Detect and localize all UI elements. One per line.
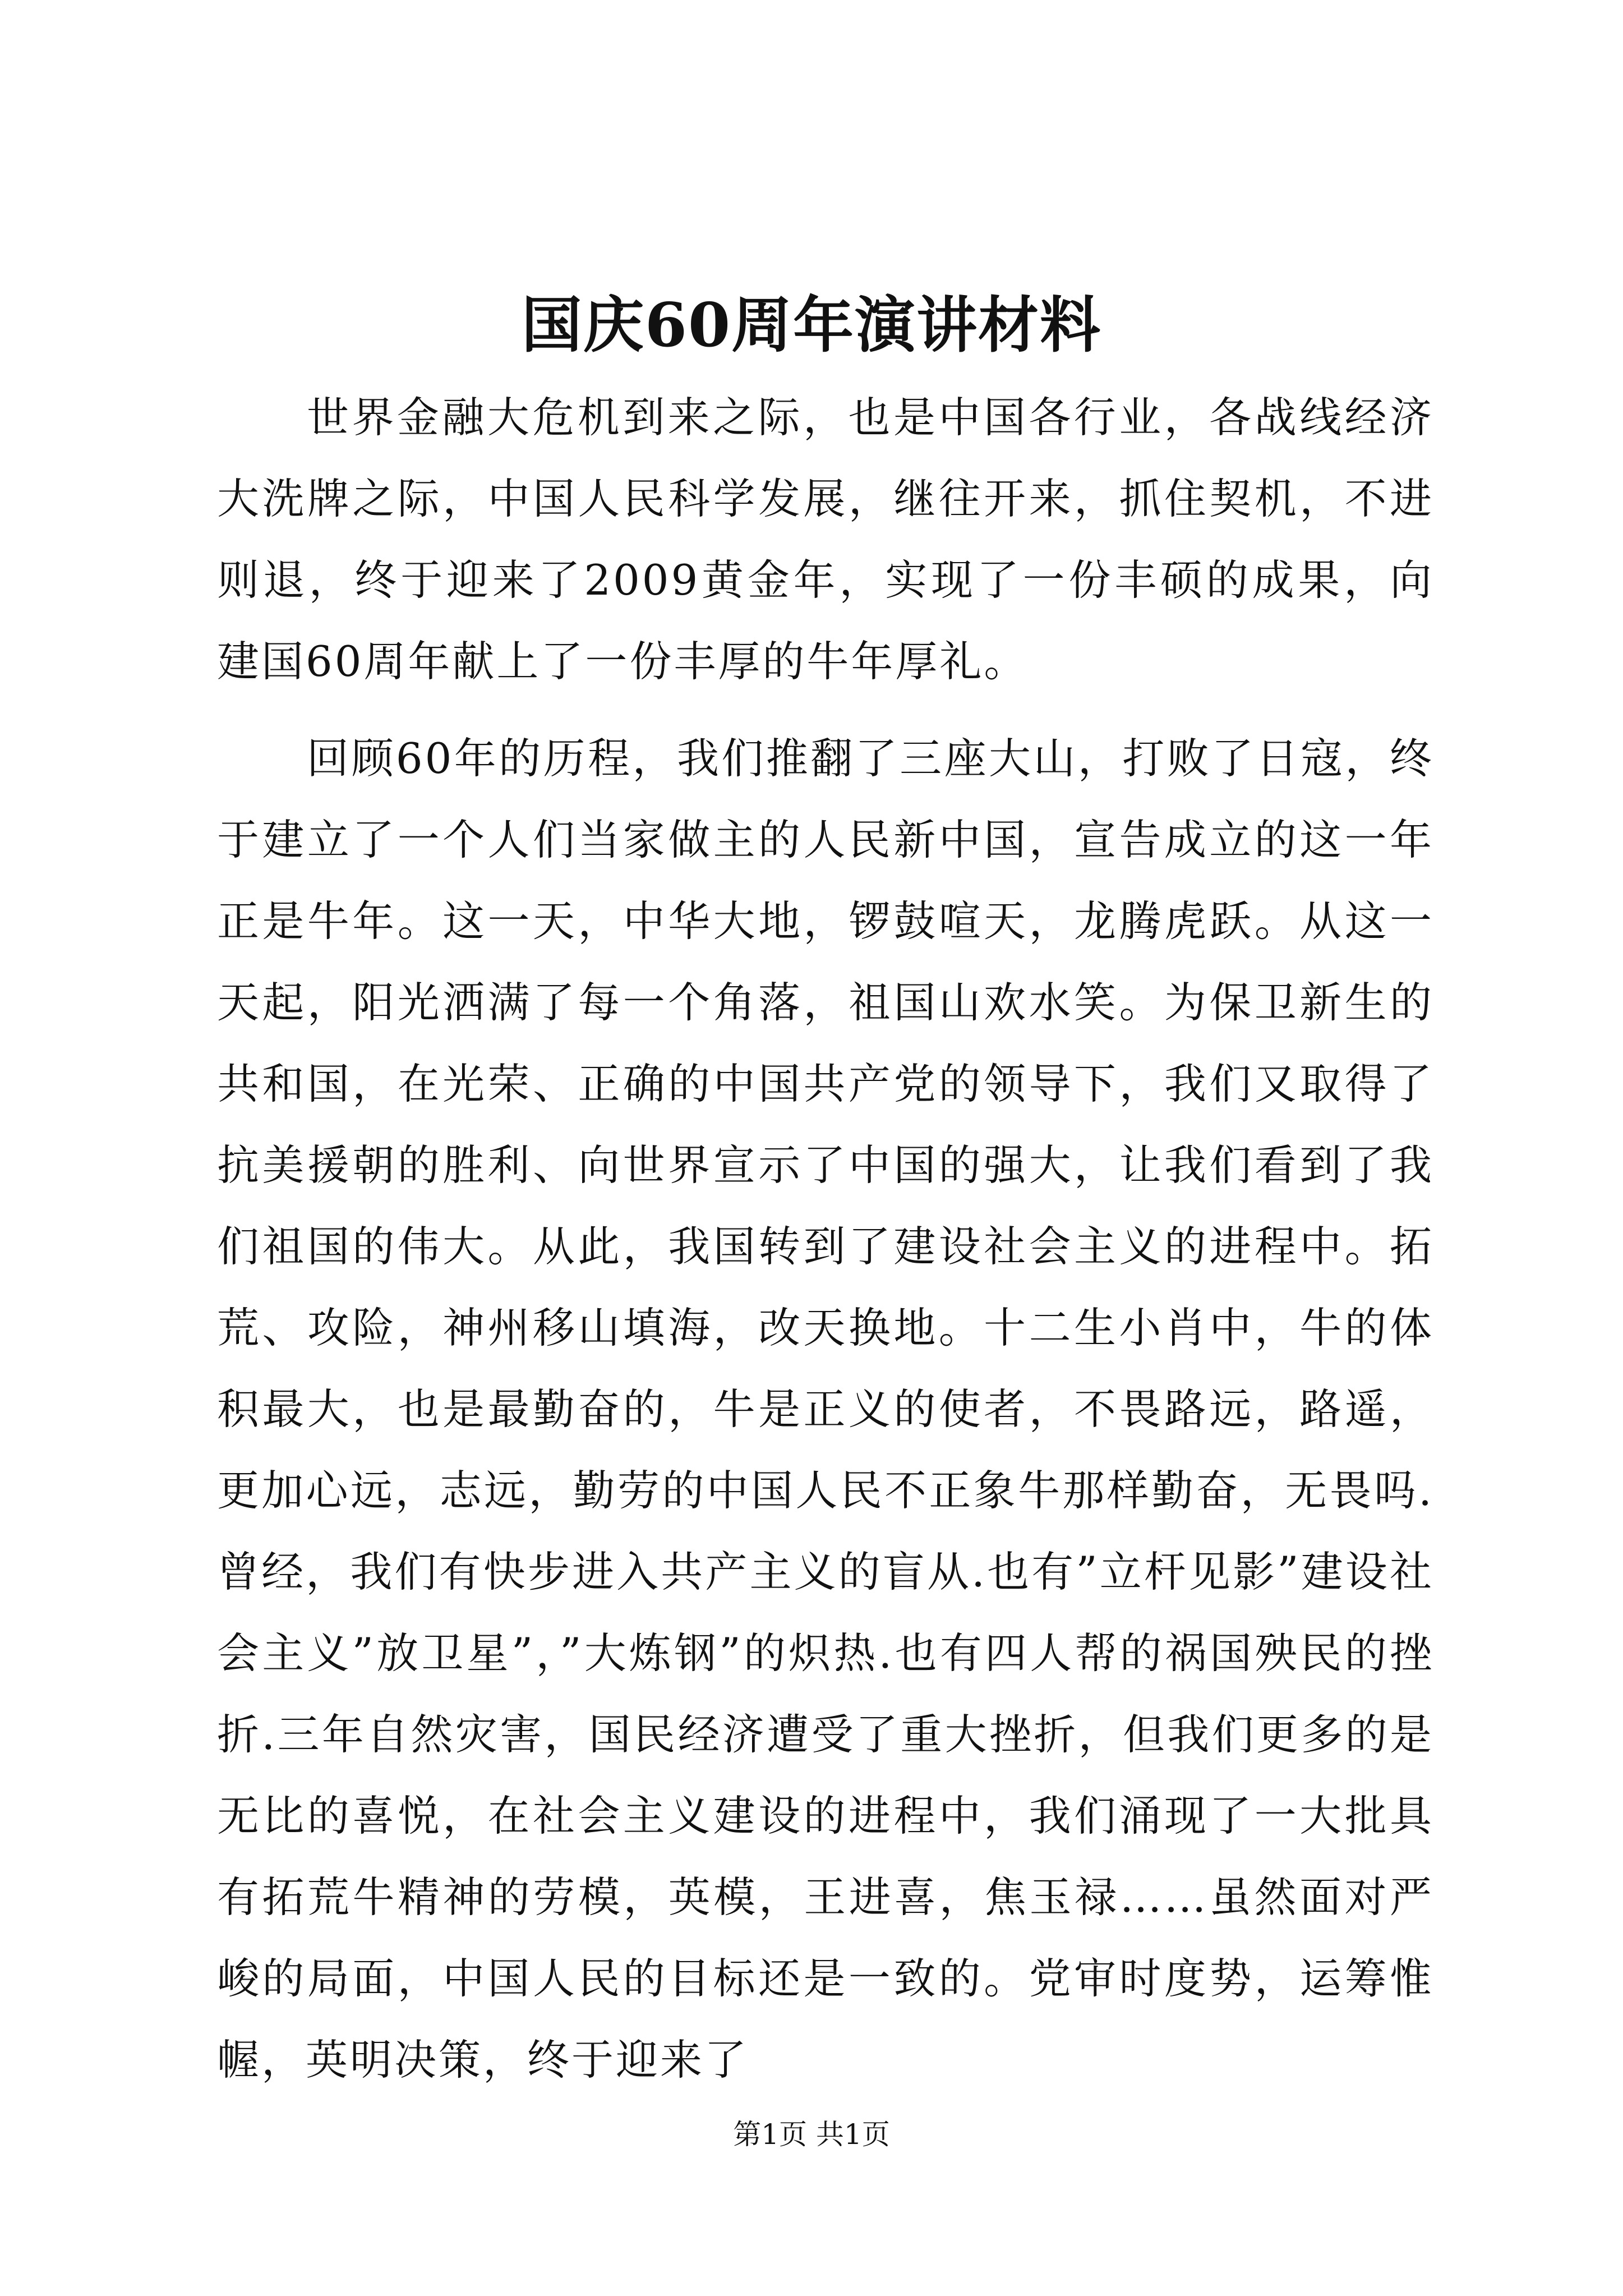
- paragraph-2: 回顾60年的历程，我们推翻了三座大山，打败了日寇，终于建立了一个人们当家做主的人民新中国，宣告成立的这一年正是牛年。这一天，中华大地，锣鼓喧天，龙腾虎跃。从这一天起，阳光洒满了每一个角落，祖国山欢水笑。为保卫新生的共和国，在光荣、正确的中国共产党的领导下，我们又取得了抗美援朝的胜利、向世界宣示了中国的强大，让我们看到了我们祖国的伟大。从此，我国转到了建设社会主义的进程中。拓荒、攻险，神州移山填海，改天换地。十二生小肖中，牛的体积最大，也是最勤奋的，牛是正义的使者，不畏路远，路遥，更加心远，志远，勤劳的中国人民不正象牛那样勤奋，无畏吗.曾经，我们有快步进入共产主义的盲从.也有”立杆见影”建设社会主义”放卫星”，”大炼钢”的炽热.也有四人帮的祸国殃民的挫折.三年自然灾害，国民经济遭受了重大挫折，但我们更多的是无比的喜悦，在社会主义建设的进程中，我们涌现了一大批具有拓荒牛精神的劳模，英模，王进喜，焦玉禄……虽然面对严峻的局面，中国人民的目标还是一致的。党审时度势，运筹惟幄，英明决策，终于迎来了: [217, 734, 1434, 2085]
- document-body: [217, 377, 1434, 2116]
- page-footer: 第1页 共1页: [733, 2118, 890, 2151]
- document-title: 国庆60周年演讲材料: [521, 290, 1102, 361]
- paragraph-1: 世界金融大危机到来之际，也是中国各行业，各战线经济大洗牌之际，中国人民科学发展，继往开来，抓住契机，不进则退，终于迎来了2009黄金年，实现了一份丰硕的成果，向建国60周年献上了一份丰厚的牛年厚礼。: [217, 393, 1434, 686]
